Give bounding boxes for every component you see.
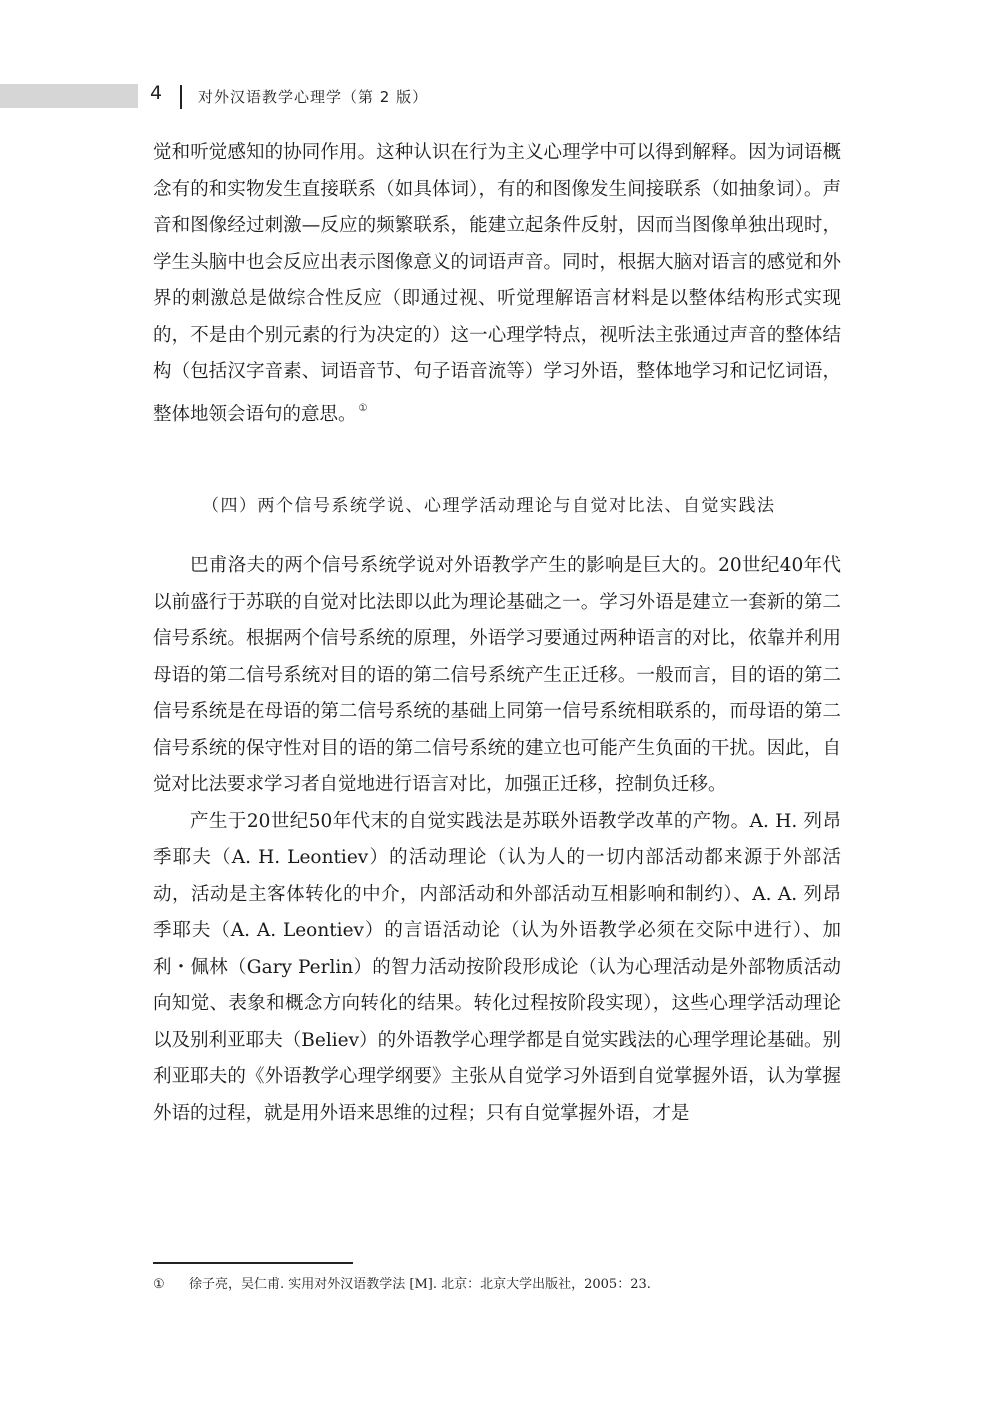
header-gray-band <box>0 84 138 108</box>
paragraph-pavlov: 巴甫洛夫的两个信号系统学说对外语教学产生的影响是巨大的。20世纪40年代以前盛行于苏联的自觉对比法即以此为理论基础之一。学习外语是建立一套新的第二信号系统。根据两个信号系统的原理，外语学习要通过两种语言的对比，依靠并利用母语的第二信号系统对目的语的第二信号系统产生正迁移。一般而言，目的语的第二信号系统是在母语的第二信号系统的基础上同第一信号系统相联系的，而母语的第二信号系统的保守性对目的语的第二信号系统的建立也可能产生负面的干扰。因此，自觉对比法要求学习者自觉地进行语言对比，加强正迁移，控制负迁移。 <box>153 555 841 795</box>
text-block-lower <box>153 548 841 1132</box>
text-block-upper <box>153 135 841 433</box>
footnote <box>153 1273 651 1292</box>
footnote-divider <box>153 1262 353 1264</box>
paragraph-practice-method: 产生于20世纪50年代末的自觉实践法是苏联外语教学改革的产物。A. H. 列昂季耶夫（A. H. Leontiev）的活动理论（认为人的一切内部活动都来源于外部活动，活动是主客体转化的中介，内部活动和外部活动互相影响和制约）、A. A. 列昂季耶夫（A. A. Leontiev）的言语活动论（认为外语教学必须在交际中进行）、加利・佩林（Gary Perlin）的智力活动按阶段形成论（认为心理活动是外部物质活动向知觉、表象和概念方向转化的结果。转化过程按阶段实现），这些心理学活动理论以及别利亚耶夫（Believ）的外语教学心理学都是自觉实践法的心理学理论基础。别利亚耶夫的《外语教学心理学纲要》主张从自觉学习外语到自觉掌握外语，认为掌握外语的过程，就是用外语来思维的过程；只有自觉掌握外语，才是 <box>153 810 841 1124</box>
header-divider <box>180 85 182 109</box>
paragraph-continuation <box>153 135 841 433</box>
page-number: 4 <box>150 82 163 104</box>
section-heading: （四）两个信号系统学说、心理学活动理论与自觉对比法、自觉实践法 <box>202 496 776 516</box>
footnote-mark: ① <box>153 1277 165 1292</box>
paragraph-text: 觉和听觉感知的协同作用。这种认识在行为主义心理学中可以得到解释。因为词语概念有的和实物发生直接联系（如具体词），有的和图像发生间接联系（如抽象词）。声音和图像经过刺激—反应的频繁联系，能建立起条件反射，因而当图像单独出现时，学生头脑中也会反应出表示图像意义的词语声音。同时，根据大脑对语言的感觉和外界的刺激总是做综合性反应（即通过视、听觉理解语言材料是以整体结构形式实现的，不是由个别元素的行为决定的）这一心理学特点，视听法主张通过声音的整体结构（包括汉字音素、词语音节、句子语音流等）学习外语，整体地学习和记忆词语，整体地领会语句的意思。 <box>153 142 841 425</box>
running-title: 对外汉语教学心理学（第 2 版） <box>198 88 429 106</box>
footnote-text: 徐子亮，吴仁甫. 实用对外汉语教学法 [M]. 北京：北京大学出版社，2005：23. <box>189 1277 651 1292</box>
footnote-reference[interactable]: ① <box>358 402 368 414</box>
